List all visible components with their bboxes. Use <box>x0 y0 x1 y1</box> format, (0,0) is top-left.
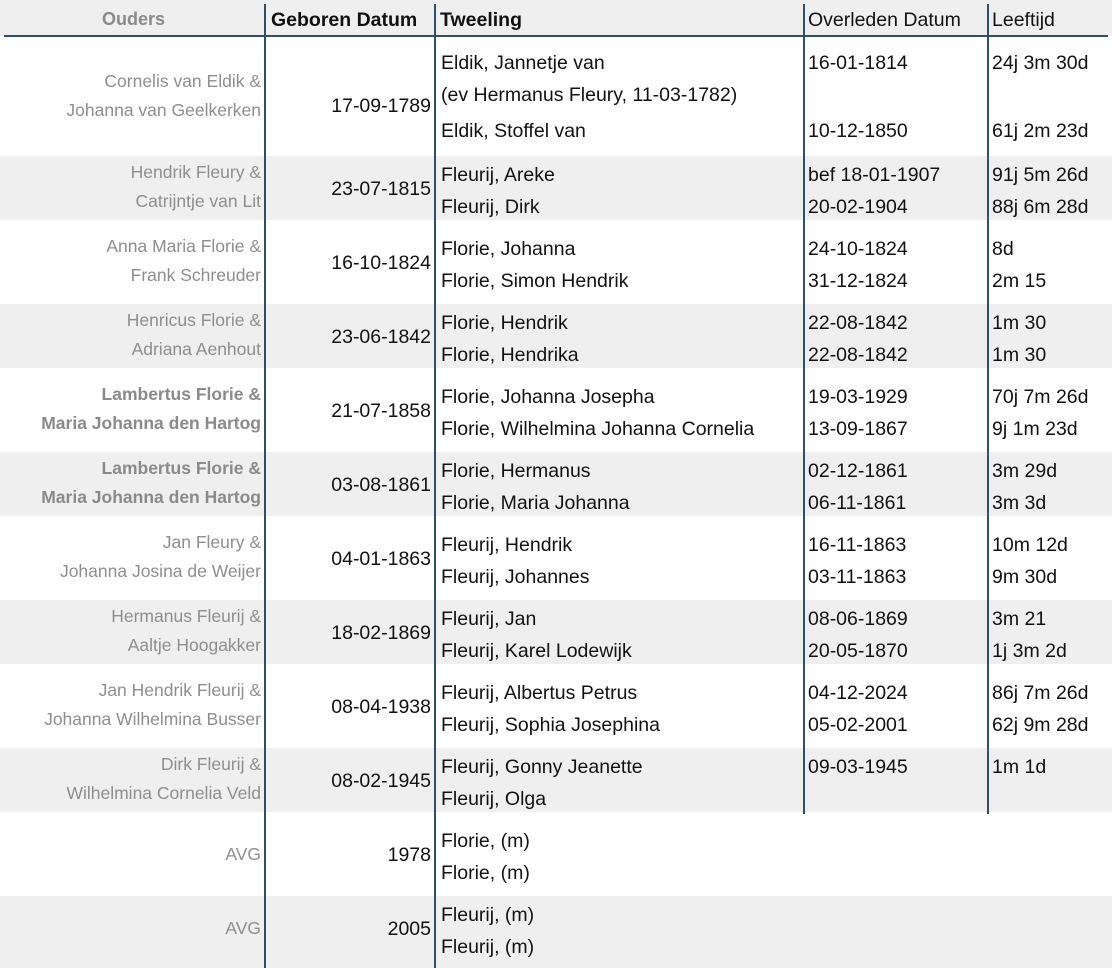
death-date: 13-09-1867 <box>808 418 908 440</box>
parents-line: Johanna Josina de Weijer <box>59 561 261 581</box>
parents-line: Cornelis van Eldik & <box>104 71 261 91</box>
twin-name: Florie, Hermanus <box>441 460 591 482</box>
birth-date: 08-02-1945 <box>331 770 431 792</box>
twin-name: Eldik, Jannetje van <box>441 52 605 74</box>
twin-name: Eldik, Stoffel van <box>441 120 586 142</box>
age: 3m 3d <box>992 492 1047 514</box>
death-date: 20-02-1904 <box>808 196 908 218</box>
twin-name: Fleurij, Olga <box>441 788 547 810</box>
age: 62j 9m 28d <box>992 714 1089 736</box>
age: 1m 30 <box>992 344 1047 366</box>
parents-line: Anna Maria Florie & <box>106 236 261 256</box>
death-date: 02-12-1861 <box>808 460 908 482</box>
header-overleden-datum: Overleden Datum <box>808 9 961 31</box>
twin-name: Florie, Simon Hendrik <box>441 270 629 292</box>
twin-name: Fleurij, Jan <box>441 608 537 630</box>
age: 70j 7m 26d <box>992 386 1089 408</box>
age: 1j 3m 2d <box>992 640 1067 662</box>
death-date: 09-03-1945 <box>808 756 908 778</box>
column-divider <box>803 4 805 814</box>
parents-line: Henricus Florie & <box>126 310 261 330</box>
header-ouders: Ouders <box>102 9 166 29</box>
age: 10m 12d <box>992 534 1068 556</box>
parents-line: Lambertus Florie & <box>101 458 261 478</box>
twin-name: Fleurij, Johannes <box>441 566 590 588</box>
parents-line: Johanna Wilhelmina Busser <box>44 709 261 729</box>
header-tweeling: Tweeling <box>440 9 522 31</box>
twin-name: Fleurij, Gonny Jeanette <box>441 756 643 778</box>
death-date: 22-08-1842 <box>808 344 908 366</box>
twin-name: Florie, (m) <box>441 830 530 852</box>
death-date: 16-01-1814 <box>808 52 908 74</box>
parents-line: Hendrik Fleury & <box>130 162 261 182</box>
parents-line: Catrijntje van Lit <box>135 191 261 211</box>
birth-date: 23-06-1842 <box>331 326 431 348</box>
birth-date: 08-04-1938 <box>331 696 431 718</box>
age: 9j 1m 23d <box>992 418 1078 440</box>
column-divider <box>987 4 989 814</box>
age: 2m 15 <box>992 270 1047 292</box>
age: 3m 21 <box>992 608 1047 630</box>
death-date: 20-05-1870 <box>808 640 908 662</box>
header-leeftijd: Leeftijd <box>992 9 1055 31</box>
column-divider <box>264 4 266 968</box>
twin-name: Florie, Maria Johanna <box>441 492 630 514</box>
death-date: 05-02-2001 <box>808 714 908 736</box>
age: 86j 7m 26d <box>992 682 1089 704</box>
parents-line: Maria Johanna den Hartog <box>41 487 261 507</box>
death-date: 19-03-1929 <box>808 386 908 408</box>
parents-line: Hermanus Fleurij & <box>111 606 261 626</box>
twin-name: Fleurij, Sophia Josephina <box>441 714 660 736</box>
twin-name: Florie, Johanna <box>441 238 576 260</box>
twin-name: Fleurij, Areke <box>441 164 555 186</box>
twin-name: Florie, Wilhelmina Johanna Cornelia <box>441 418 755 440</box>
birth-date: 21-07-1858 <box>331 400 431 422</box>
birth-date: 23-07-1815 <box>331 178 431 200</box>
twin-name: Fleurij, (m) <box>441 936 535 958</box>
twin-name: Fleurij, Karel Lodewijk <box>441 640 632 662</box>
parents-line: Jan Hendrik Fleurij & <box>98 680 261 700</box>
parents-line: Dirk Fleurij & <box>160 754 261 774</box>
age: 91j 5m 26d <box>992 164 1089 186</box>
parents-line: Lambertus Florie & <box>101 384 261 404</box>
age: 8d <box>992 238 1014 260</box>
parents-line: Jan Fleury & <box>162 532 261 552</box>
birth-date: 2005 <box>387 918 431 940</box>
death-date: bef 18-01-1907 <box>808 164 941 186</box>
age: 3m 29d <box>992 460 1058 482</box>
birth-date: 04-01-1863 <box>331 548 431 570</box>
age: 88j 6m 28d <box>992 196 1089 218</box>
age: 61j 2m 23d <box>992 120 1089 142</box>
parents-line: Wilhelmina Cornelia Veld <box>66 783 261 803</box>
column-divider <box>434 4 436 968</box>
age: 24j 3m 30d <box>992 52 1089 74</box>
death-date: 08-06-1869 <box>808 608 908 630</box>
parents-line: Johanna van Geelkerken <box>66 100 261 120</box>
header-geboren-datum: Geboren Datum <box>271 9 418 31</box>
birth-date: 1978 <box>387 844 431 866</box>
birth-date: 16-10-1824 <box>331 252 431 274</box>
age: 1m 30 <box>992 312 1047 334</box>
twin-name: Fleurij, Albertus Petrus <box>441 682 638 704</box>
twin-name: Florie, Hendrika <box>441 344 579 366</box>
death-date: 06-11-1861 <box>808 492 907 514</box>
row-band <box>0 896 1112 968</box>
twin-name: Fleurij, (m) <box>441 904 535 926</box>
twin-name: Florie, Johanna Josepha <box>441 386 655 408</box>
twin-name: Florie, Hendrik <box>441 312 568 334</box>
death-date: 31-12-1824 <box>808 270 908 292</box>
parents-line: AVG <box>225 918 261 938</box>
death-date: 03-11-1863 <box>808 566 907 588</box>
header-divider <box>4 35 1108 37</box>
twin-note: (ev Hermanus Fleury, 11-03-1782) <box>441 84 738 106</box>
parents-line: Frank Schreuder <box>130 265 261 285</box>
birth-date: 03-08-1861 <box>331 474 431 496</box>
parents-line: Aaltje Hoogakker <box>127 635 261 655</box>
age: 9m 30d <box>992 566 1058 588</box>
age: 1m 1d <box>992 756 1047 778</box>
birth-date: 18-02-1869 <box>331 622 431 644</box>
twin-name: Florie, (m) <box>441 862 530 884</box>
death-date: 04-12-2024 <box>808 682 908 704</box>
twin-name: Fleurij, Hendrik <box>441 534 573 556</box>
death-date: 22-08-1842 <box>808 312 908 334</box>
parents-line: AVG <box>225 844 261 864</box>
death-date: 16-11-1863 <box>808 534 907 556</box>
death-date: 24-10-1824 <box>808 238 908 260</box>
birth-date: 17-09-1789 <box>331 95 431 117</box>
parents-line: Adriana Aenhout <box>131 339 261 359</box>
parents-line: Maria Johanna den Hartog <box>41 413 261 433</box>
death-date: 10-12-1850 <box>808 120 908 142</box>
twin-name: Fleurij, Dirk <box>441 196 540 218</box>
